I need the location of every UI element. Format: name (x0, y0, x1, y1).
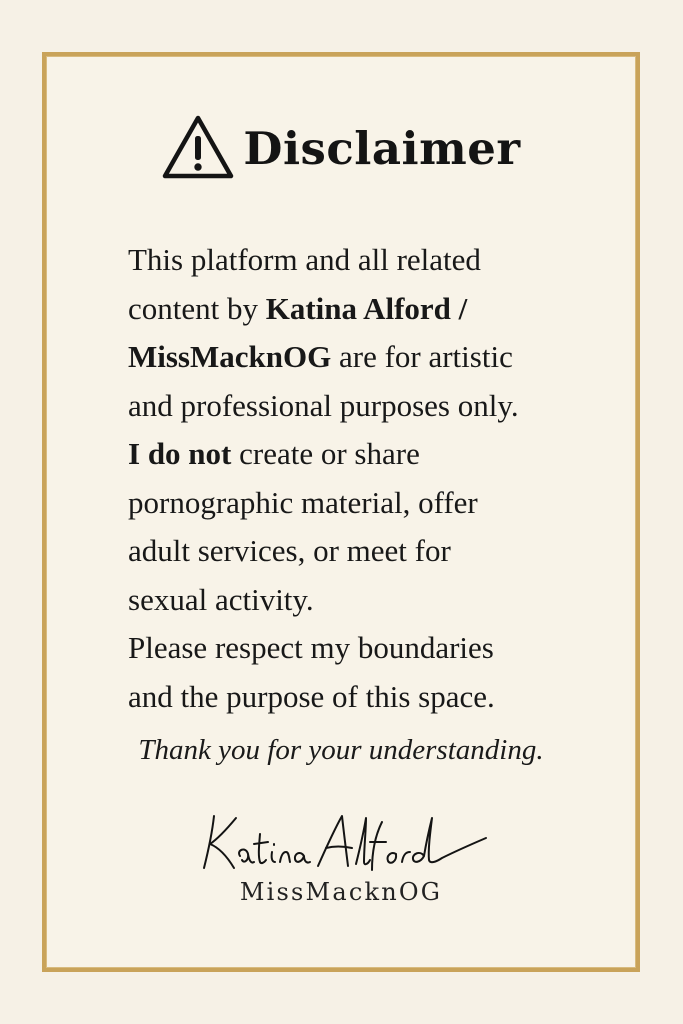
author-handle: MissMacknOG (128, 339, 332, 374)
body-line-4: and professional purposes only. (128, 387, 519, 423)
body-line-10: and the purpose of this space. (128, 678, 495, 714)
body-line-5-suffix: create or share (231, 436, 420, 471)
body-line-3 (128, 333, 598, 382)
body-line-6: pornographic material, offer (128, 484, 478, 520)
body-line-3-suffix: are for artistic (331, 339, 513, 374)
body-line-2-prefix: content by (128, 290, 266, 326)
body-line-9: Please respect my boundaries (128, 630, 494, 665)
body-line-5 (128, 430, 598, 479)
body-line-8: sexual activity. (128, 581, 314, 617)
thanks-note: Thank you for your understanding. (138, 734, 544, 766)
disclaimer-body (128, 236, 598, 721)
disclaimer-card (42, 52, 640, 972)
body-line-2 (128, 285, 598, 334)
title-row (46, 114, 636, 182)
author-name: Katina Alford / (265, 290, 468, 326)
body-line-1: This platform and all related (128, 242, 481, 277)
emphasis-do-not: I do not (128, 436, 232, 471)
warning-triangle-icon (161, 114, 235, 182)
page-title: Disclaimer (243, 121, 521, 175)
body-line-7: adult services, or meet for (128, 533, 451, 568)
signature-handle: MissMacknOG (239, 878, 443, 906)
handwritten-signature (196, 804, 496, 876)
